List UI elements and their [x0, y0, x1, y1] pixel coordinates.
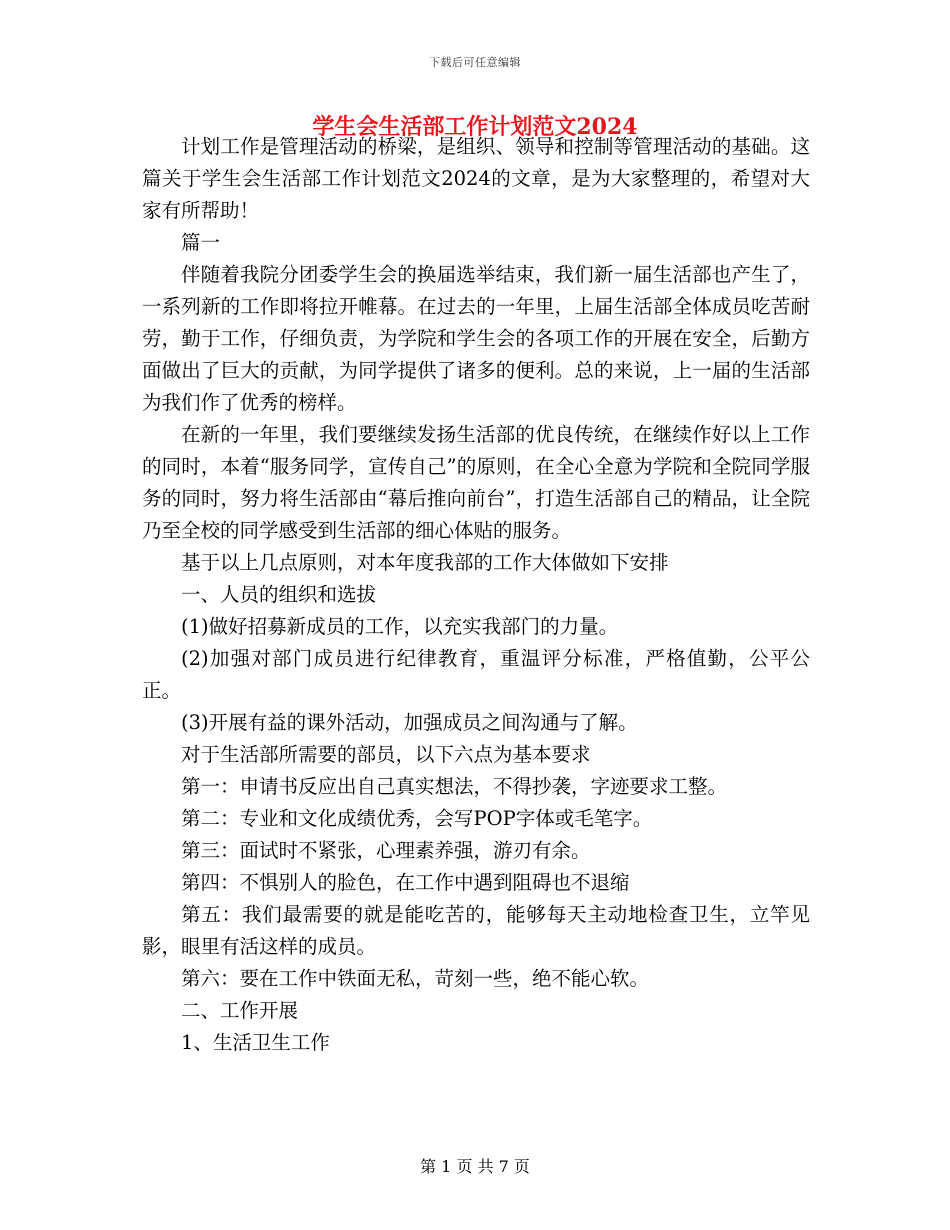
requirement-fifth: 第五：我们最需要的就是能吃苦的，能够每天主动地检查卫生，立竿见影，眼里有活这样的成员。: [142, 903, 810, 958]
section-heading-work: 二、工作开展: [181, 999, 299, 1022]
list-item-recruit: (1)做好招募新成员的工作，以充实我部门的力量。: [181, 615, 619, 638]
paragraph-background: 伴随着我院分团委学生会的换届选举结束，我们新一届生活部也产生了，一系列新的工作即将拉开帷幕。在过去的一年里，上届生活部全体成员吃苦耐劳，勤于工作，仔细负责，为学院和学生会的各项工作的开展在安全，后勤方面做出了巨大的贡献，为同学提供了诸多的便利。总的来说，上一届的生活部为我们作了优秀的榜样。: [142, 263, 810, 414]
requirement-third: 第三：面试时不紧张，心理素养强，游刃有余。: [181, 839, 591, 862]
document-body: [142, 131, 810, 1059]
paragraph-intro: 计划工作是管理活动的桥梁，是组织、领导和控制等管理活动的基础。这篇关于学生会生活部工作计划范文2024的文章，是为大家整理的，希望对大家有所帮助！: [142, 135, 810, 222]
document-title: 学生会生活部工作计划范文2024: [312, 114, 638, 140]
section-heading-part-one: 篇一: [181, 231, 221, 254]
requirement-second: 第二：专业和文化成绩优秀，会写POP字体或毛笔字。: [181, 807, 653, 830]
requirement-fourth: 第四：不惧别人的脸色，在工作中遇到阻碍也不退缩: [181, 871, 630, 894]
section-heading-staffing: 一、人员的组织和选拔: [181, 583, 377, 606]
list-item-activities: (3)开展有益的课外活动，加强成员之间沟通与了解。: [181, 711, 638, 734]
requirement-first: 第一：申请书反应出自己真实想法，不得抄袭，字迹要求工整。: [181, 775, 728, 798]
paragraph-arrangement-intro: 基于以上几点原则，对本年度我部的工作大体做如下安排: [181, 551, 669, 574]
subsection-heading-hygiene: 1、生活卫生工作: [181, 1031, 330, 1054]
requirement-sixth: 第六：要在工作中铁面无私，苛刻一些，绝不能心软。: [181, 967, 650, 990]
download-note: 下载后可任意编辑: [429, 56, 521, 69]
page-indicator: 第 1 页 共 7 页: [420, 1157, 530, 1176]
paragraph-requirements-intro: 对于生活部所需要的部员，以下六点为基本要求: [181, 743, 591, 766]
paragraph-new-year-goals: 在新的一年里，我们要继续发扬生活部的优良传统，在继续作好以上工作的同时，本着“服务同学，宣传自己”的原则，在全心全意为学院和全院同学服务的同时，努力将生活部由“幕后推向前台”，打造生活部自己的精品，让全院乃至全校的同学感受到生活部的细心体贴的服务。: [142, 423, 810, 542]
list-item-discipline: (2)加强对部门成员进行纪律教育，重温评分标准，严格值勤，公平公正。: [142, 647, 810, 702]
